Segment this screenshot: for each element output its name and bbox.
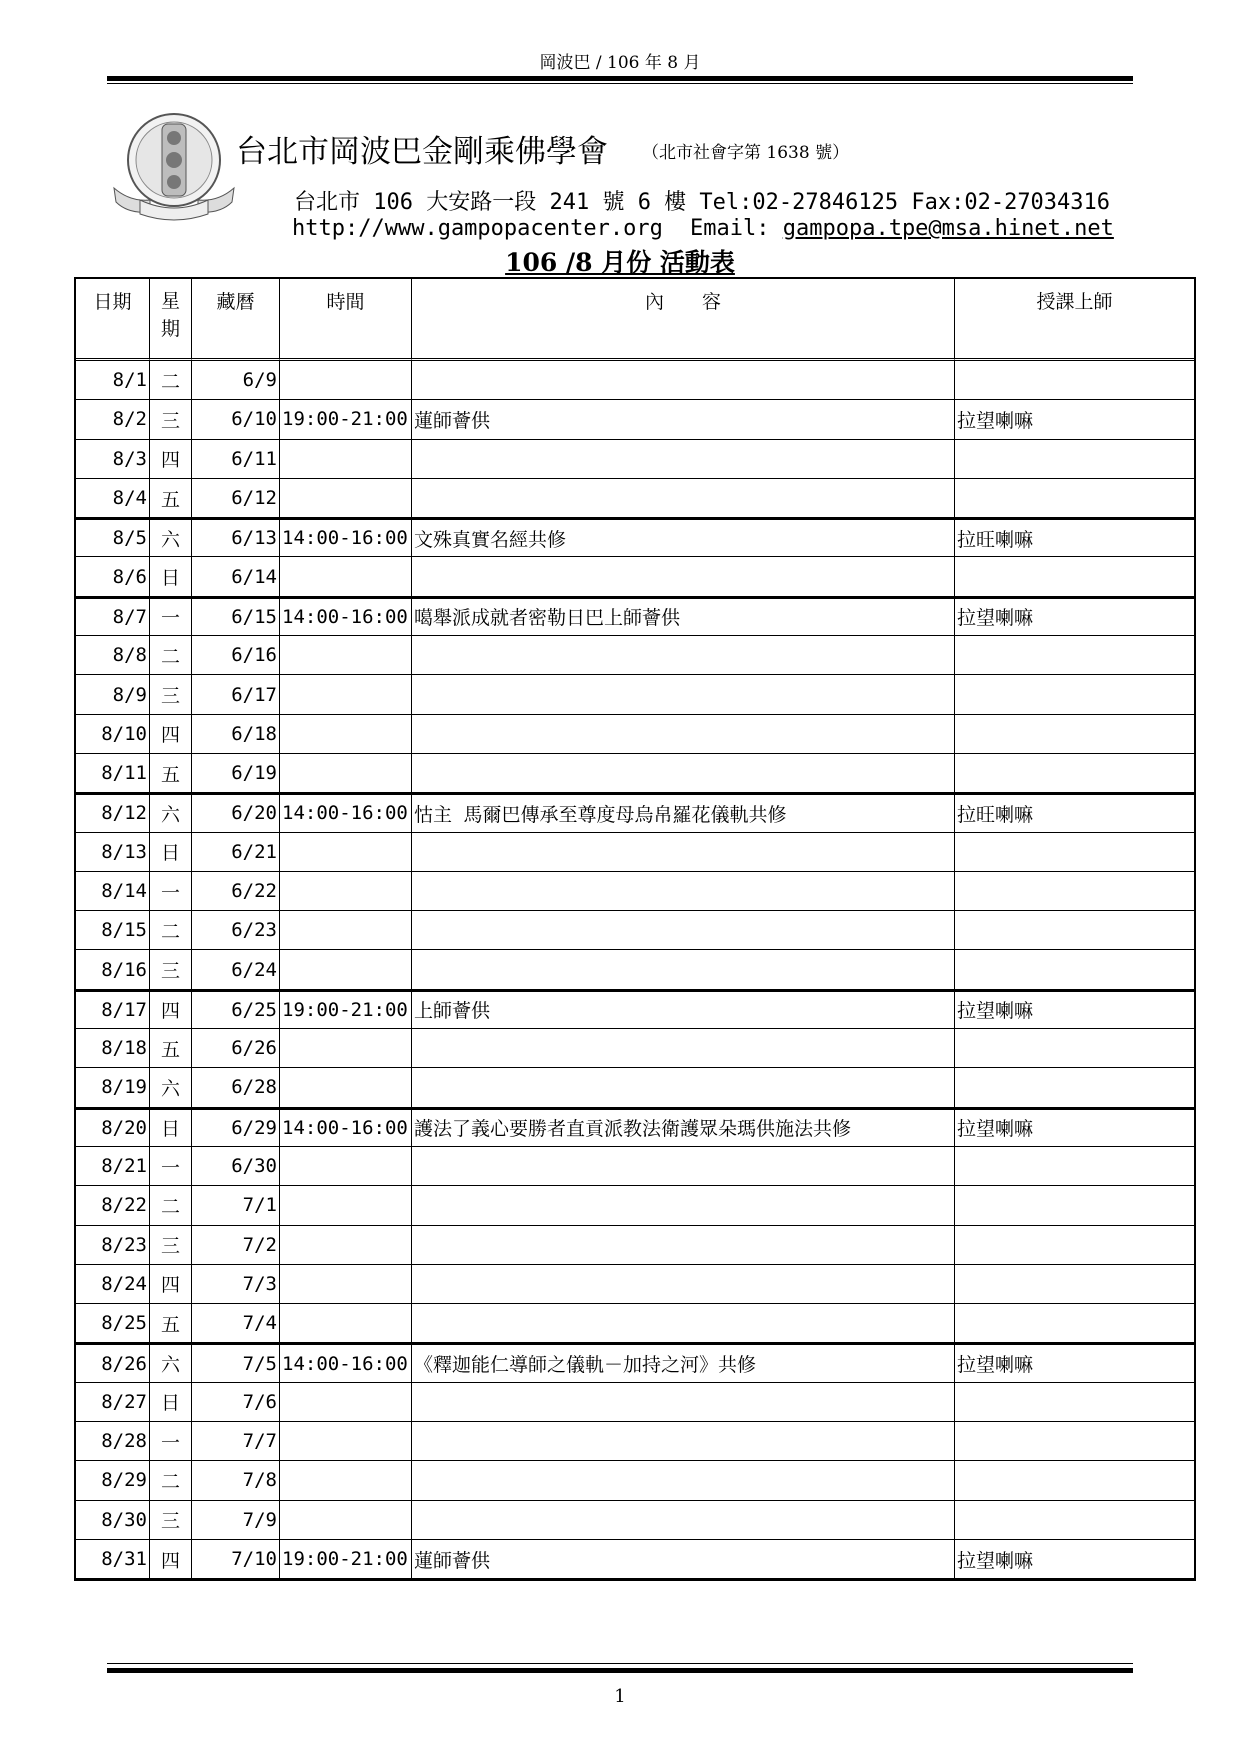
tibetan-date-cell: 6/15 — [192, 597, 280, 636]
content-cell — [412, 1461, 955, 1500]
teacher-cell — [955, 479, 1194, 518]
table-row — [76, 1186, 1194, 1225]
tibetan-date-cell: 7/6 — [192, 1383, 280, 1422]
table-row — [76, 1461, 1194, 1500]
content-cell — [412, 911, 955, 950]
time-cell — [280, 675, 412, 714]
time-cell: 14:00-16:00 — [280, 793, 412, 832]
tibetan-date-cell: 6/28 — [192, 1068, 280, 1107]
date-cell: 8/31 — [76, 1540, 150, 1579]
email-line — [690, 216, 1114, 241]
content-cell — [412, 1501, 955, 1540]
tibetan-date-cell: 6/26 — [192, 1029, 280, 1068]
weekday-cell: 一 — [150, 1422, 192, 1461]
content-cell — [412, 1029, 955, 1068]
address-line: 台北市 106 大安路一段 241 號 6 樓 Tel:02-27846125 Fax:02-27034316 — [294, 190, 1111, 215]
content-cell — [412, 833, 955, 872]
content-cell — [412, 1068, 955, 1107]
col-header-teacher: 授課上師 — [955, 279, 1194, 361]
content-cell: 蓮師薈供 — [412, 400, 955, 439]
content-cell: 怙主 馬爾巴傳承至尊度母烏帛羅花儀軌共修 — [412, 793, 955, 832]
time-cell — [280, 872, 412, 911]
content-cell — [412, 950, 955, 989]
schedule-title: 106 /8 月份 活動表 — [505, 248, 735, 277]
time-cell — [280, 479, 412, 518]
col-header-date: 日期 — [76, 279, 150, 361]
teacher-cell — [955, 833, 1194, 872]
table-row — [76, 1422, 1194, 1461]
teacher-cell — [955, 1029, 1194, 1068]
weekday-cell: 日 — [150, 833, 192, 872]
tibetan-date-cell: 7/10 — [192, 1540, 280, 1579]
teacher-cell — [955, 675, 1194, 714]
table-row — [76, 1147, 1194, 1186]
table-header-row — [76, 279, 1194, 361]
time-cell — [280, 1383, 412, 1422]
teacher-cell — [955, 1147, 1194, 1186]
date-cell: 8/2 — [76, 400, 150, 439]
time-cell — [280, 1265, 412, 1304]
header-rule-thin — [107, 83, 1133, 84]
table-row — [76, 361, 1194, 400]
tibetan-date-cell: 7/2 — [192, 1226, 280, 1265]
weekday-cell: 日 — [150, 1383, 192, 1422]
tibetan-date-cell: 6/22 — [192, 872, 280, 911]
weekday-cell: 六 — [150, 518, 192, 557]
teacher-cell: 拉望喇嘛 — [955, 400, 1194, 439]
teacher-cell — [955, 1265, 1194, 1304]
time-cell — [280, 715, 412, 754]
table-row — [76, 911, 1194, 950]
col-header-content: 內 容 — [412, 279, 955, 361]
table-row — [76, 597, 1194, 636]
date-cell: 8/1 — [76, 361, 150, 400]
content-cell — [412, 636, 955, 675]
content-cell — [412, 361, 955, 400]
table-row — [76, 479, 1194, 518]
table-row — [76, 950, 1194, 989]
date-cell: 8/10 — [76, 715, 150, 754]
teacher-cell — [955, 872, 1194, 911]
tibetan-date-cell: 6/20 — [192, 793, 280, 832]
weekday-cell: 六 — [150, 1068, 192, 1107]
weekday-header-line2: 期 — [160, 318, 180, 340]
table-row — [76, 557, 1194, 596]
running-header: 岡波巴 / 106 年 8 月 — [539, 53, 701, 73]
date-cell: 8/21 — [76, 1147, 150, 1186]
content-cell: 噶舉派成就者密勒日巴上師薈供 — [412, 597, 955, 636]
table-row — [76, 440, 1194, 479]
content-cell — [412, 872, 955, 911]
teacher-cell — [955, 1383, 1194, 1422]
weekday-cell: 五 — [150, 1029, 192, 1068]
table-row — [76, 518, 1194, 557]
time-cell — [280, 1422, 412, 1461]
tibetan-date-cell: 7/1 — [192, 1186, 280, 1225]
date-cell: 8/19 — [76, 1068, 150, 1107]
col-header-time: 時間 — [280, 279, 412, 361]
teacher-cell — [955, 1501, 1194, 1540]
date-cell: 8/6 — [76, 557, 150, 596]
teacher-cell: 拉望喇嘛 — [955, 597, 1194, 636]
website-link[interactable]: http://www.gampopacenter.org — [292, 216, 663, 241]
tibetan-date-cell: 6/12 — [192, 479, 280, 518]
weekday-cell: 六 — [150, 793, 192, 832]
time-cell — [280, 1147, 412, 1186]
content-cell: 蓮師薈供 — [412, 1540, 955, 1579]
tibetan-date-cell: 7/7 — [192, 1422, 280, 1461]
content-cell — [412, 1422, 955, 1461]
organization-logo — [110, 104, 238, 222]
date-cell: 8/29 — [76, 1461, 150, 1500]
time-cell: 14:00-16:00 — [280, 1108, 412, 1147]
teacher-cell: 拉望喇嘛 — [955, 990, 1194, 1029]
time-cell — [280, 1068, 412, 1107]
time-cell — [280, 911, 412, 950]
content-cell — [412, 1147, 955, 1186]
table-row — [76, 793, 1194, 832]
tibetan-date-cell: 6/11 — [192, 440, 280, 479]
table-row — [76, 833, 1194, 872]
weekday-cell: 日 — [150, 1108, 192, 1147]
weekday-cell: 四 — [150, 715, 192, 754]
date-cell: 8/4 — [76, 479, 150, 518]
weekday-cell: 二 — [150, 361, 192, 400]
time-cell: 19:00-21:00 — [280, 990, 412, 1029]
weekday-cell: 六 — [150, 1343, 192, 1382]
weekday-cell: 三 — [150, 950, 192, 989]
weekday-cell: 日 — [150, 557, 192, 596]
tibetan-date-cell: 6/14 — [192, 557, 280, 596]
time-cell: 14:00-16:00 — [280, 1343, 412, 1382]
date-cell: 8/5 — [76, 518, 150, 557]
date-cell: 8/23 — [76, 1226, 150, 1265]
tibetan-date-cell: 6/30 — [192, 1147, 280, 1186]
weekday-cell: 二 — [150, 636, 192, 675]
time-cell — [280, 440, 412, 479]
content-cell: 《釋迦能仁導師之儀軌－加持之河》共修 — [412, 1343, 955, 1382]
weekday-cell: 四 — [150, 1540, 192, 1579]
header-rule — [107, 76, 1133, 81]
time-cell — [280, 950, 412, 989]
table-row — [76, 400, 1194, 439]
date-cell: 8/9 — [76, 675, 150, 714]
table-row — [76, 1383, 1194, 1422]
time-cell: 19:00-21:00 — [280, 400, 412, 439]
table-row — [76, 1304, 1194, 1343]
table-row — [76, 1540, 1194, 1579]
table-row — [76, 1265, 1194, 1304]
tibetan-date-cell: 7/8 — [192, 1461, 280, 1500]
weekday-cell: 一 — [150, 872, 192, 911]
teacher-cell — [955, 1226, 1194, 1265]
tibetan-date-cell: 6/16 — [192, 636, 280, 675]
weekday-cell: 五 — [150, 1304, 192, 1343]
tibetan-date-cell: 6/17 — [192, 675, 280, 714]
tibetan-date-cell: 6/23 — [192, 911, 280, 950]
teacher-cell: 拉望喇嘛 — [955, 1343, 1194, 1382]
date-cell: 8/24 — [76, 1265, 150, 1304]
tibetan-date-cell: 7/9 — [192, 1501, 280, 1540]
teacher-cell: 拉望喇嘛 — [955, 1108, 1194, 1147]
date-cell: 8/25 — [76, 1304, 150, 1343]
tibetan-date-cell: 6/24 — [192, 950, 280, 989]
tibetan-date-cell: 6/10 — [192, 400, 280, 439]
tibetan-date-cell: 6/19 — [192, 754, 280, 793]
content-cell — [412, 754, 955, 793]
content-cell — [412, 440, 955, 479]
date-cell: 8/8 — [76, 636, 150, 675]
organization-name: 台北市岡波巴金剛乘佛學會 — [236, 134, 608, 170]
table-row — [76, 636, 1194, 675]
teacher-cell — [955, 557, 1194, 596]
time-cell — [280, 1226, 412, 1265]
date-cell: 8/28 — [76, 1422, 150, 1461]
tibetan-date-cell: 7/3 — [192, 1265, 280, 1304]
teacher-cell: 拉望喇嘛 — [955, 1540, 1194, 1579]
table-row — [76, 990, 1194, 1029]
date-cell: 8/12 — [76, 793, 150, 832]
weekday-cell: 三 — [150, 1501, 192, 1540]
teacher-cell — [955, 754, 1194, 793]
date-cell: 8/16 — [76, 950, 150, 989]
date-cell: 8/26 — [76, 1343, 150, 1382]
content-cell — [412, 715, 955, 754]
table-row — [76, 675, 1194, 714]
time-cell — [280, 636, 412, 675]
teacher-cell — [955, 440, 1194, 479]
activity-schedule-table — [74, 277, 1196, 1581]
date-cell: 8/27 — [76, 1383, 150, 1422]
col-header-weekday — [150, 279, 192, 361]
table-row — [76, 1501, 1194, 1540]
content-cell — [412, 1226, 955, 1265]
content-cell — [412, 557, 955, 596]
date-cell: 8/7 — [76, 597, 150, 636]
footer-rule — [107, 1668, 1133, 1673]
content-cell — [412, 675, 955, 714]
content-cell — [412, 1265, 955, 1304]
tibetan-date-cell: 6/13 — [192, 518, 280, 557]
time-cell: 14:00-16:00 — [280, 597, 412, 636]
time-cell — [280, 833, 412, 872]
table-row — [76, 1226, 1194, 1265]
teacher-cell: 拉旺喇嘛 — [955, 518, 1194, 557]
time-cell — [280, 557, 412, 596]
email-link[interactable]: gampopa.tpe@msa.hinet.net — [782, 216, 1114, 241]
weekday-cell: 一 — [150, 597, 192, 636]
teacher-cell — [955, 715, 1194, 754]
content-cell — [412, 1186, 955, 1225]
email-label: Email: — [690, 216, 770, 241]
time-cell — [280, 1029, 412, 1068]
tibetan-date-cell: 6/9 — [192, 361, 280, 400]
date-cell: 8/20 — [76, 1108, 150, 1147]
weekday-cell: 二 — [150, 1461, 192, 1500]
tibetan-date-cell: 7/4 — [192, 1304, 280, 1343]
organization-registration: （北市社會字第 1638 號） — [642, 143, 850, 163]
time-cell — [280, 1461, 412, 1500]
content-cell — [412, 1383, 955, 1422]
table-row — [76, 1029, 1194, 1068]
weekday-cell: 五 — [150, 479, 192, 518]
table-row — [76, 1068, 1194, 1107]
weekday-cell: 二 — [150, 1186, 192, 1225]
tibetan-date-cell: 6/21 — [192, 833, 280, 872]
time-cell — [280, 361, 412, 400]
teacher-cell — [955, 911, 1194, 950]
table-row — [76, 754, 1194, 793]
tibetan-date-cell: 6/25 — [192, 990, 280, 1029]
date-cell: 8/11 — [76, 754, 150, 793]
date-cell: 8/18 — [76, 1029, 150, 1068]
teacher-cell — [955, 1461, 1194, 1500]
table-row — [76, 715, 1194, 754]
teacher-cell — [955, 636, 1194, 675]
content-cell — [412, 479, 955, 518]
weekday-cell: 四 — [150, 1265, 192, 1304]
teacher-cell — [955, 1186, 1194, 1225]
table-row — [76, 1343, 1194, 1382]
time-cell — [280, 1501, 412, 1540]
tibetan-date-cell: 6/29 — [192, 1108, 280, 1147]
time-cell — [280, 1304, 412, 1343]
date-cell: 8/22 — [76, 1186, 150, 1225]
weekday-cell: 四 — [150, 440, 192, 479]
weekday-cell: 四 — [150, 990, 192, 1029]
teacher-cell — [955, 1068, 1194, 1107]
table-row — [76, 1108, 1194, 1147]
teacher-cell — [955, 950, 1194, 989]
date-cell: 8/17 — [76, 990, 150, 1029]
date-cell: 8/3 — [76, 440, 150, 479]
footer-rule-thin — [107, 1663, 1133, 1664]
col-header-tibetan-calendar: 藏曆 — [192, 279, 280, 361]
date-cell: 8/30 — [76, 1501, 150, 1540]
time-cell: 19:00-21:00 — [280, 1540, 412, 1579]
teacher-cell — [955, 1422, 1194, 1461]
weekday-cell: 二 — [150, 911, 192, 950]
weekday-header-line1: 星 — [160, 290, 180, 312]
tibetan-date-cell: 7/5 — [192, 1343, 280, 1382]
table-row — [76, 872, 1194, 911]
teacher-cell — [955, 1304, 1194, 1343]
teacher-cell: 拉旺喇嘛 — [955, 793, 1194, 832]
weekday-cell: 三 — [150, 675, 192, 714]
content-cell: 護法了義心要勝者直貢派教法衛護眾朵瑪供施法共修 — [412, 1108, 955, 1147]
date-cell: 8/15 — [76, 911, 150, 950]
date-cell: 8/14 — [76, 872, 150, 911]
page-number: 1 — [614, 1686, 626, 1707]
time-cell — [280, 754, 412, 793]
weekday-cell: 五 — [150, 754, 192, 793]
time-cell: 14:00-16:00 — [280, 518, 412, 557]
content-cell — [412, 1304, 955, 1343]
content-cell: 上師薈供 — [412, 990, 955, 1029]
teacher-cell — [955, 361, 1194, 400]
date-cell: 8/13 — [76, 833, 150, 872]
weekday-cell: 三 — [150, 1226, 192, 1265]
weekday-cell: 一 — [150, 1147, 192, 1186]
time-cell — [280, 1186, 412, 1225]
weekday-cell: 三 — [150, 400, 192, 439]
tibetan-date-cell: 6/18 — [192, 715, 280, 754]
content-cell: 文殊真實名經共修 — [412, 518, 955, 557]
